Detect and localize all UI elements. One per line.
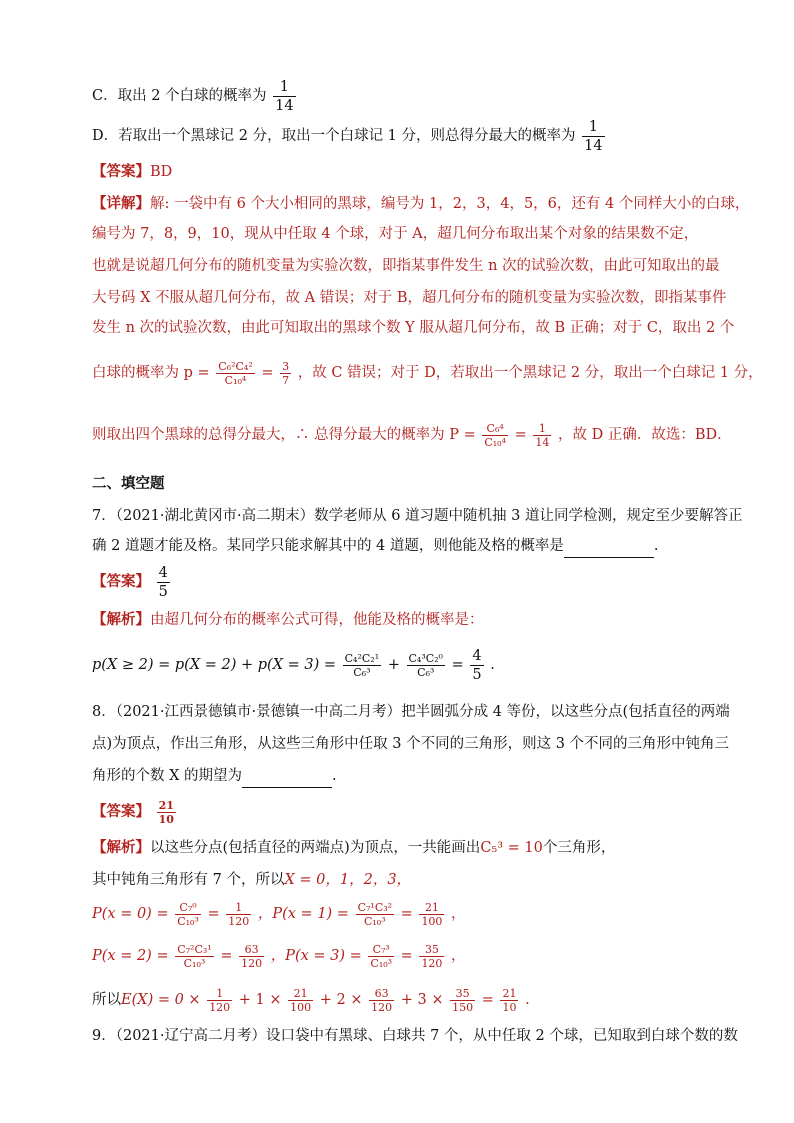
detail-text: 则取出四个黑球的总得分最大，∴ 总得分最大的概率为 P = [92,427,476,443]
formula-fraction [175,943,213,970]
q6-answer [92,160,708,184]
formula-fraction [419,901,444,928]
formula-text: p(X ≥ 2) = p(X = 2) + p(X = 3) = [92,657,337,673]
answer-tag: 【答案】 [92,573,150,590]
q6-detail-line-3: 也就是说超几何分布的随机变量为实验次数，即指某事件发生 n 次的试验次数，由此可知取出的最 [92,258,720,274]
q6-detail-line-7 [92,412,732,458]
analysis-tag: 【解析】 [92,611,150,628]
frac-num: C₇²C₃¹ [177,942,212,956]
formula-fraction [407,652,445,679]
formula-fraction [288,987,313,1014]
answer-blank[interactable] [564,541,654,558]
q8-answer [92,794,708,830]
q8-line-3 [92,764,708,788]
q8-analysis-line-2 [92,868,708,892]
analysis-text: 由超几何分布的概率公式可得，他能及格的概率是： [150,612,484,628]
frac-num: 63 [239,943,264,957]
formula-text: . [490,657,495,673]
frac-num: C₄²C₂¹ [344,651,380,665]
q7-line-1: 7．（2021·湖北黄冈市·高二期末）数学老师从 6 道习题中随机抽 3 道让同学检测，规定至少要解答正 [92,508,743,524]
frac-den: C₆³ [417,665,435,679]
answer-tag: 【答案】 [92,803,150,820]
frac-den: 10 [502,1000,517,1014]
frac-num: C₇⁰ [175,901,201,915]
formula-text: ， [451,906,466,922]
frac-num: 21 [502,986,517,1000]
frac-num: 21 [419,901,444,915]
formula-text: P(x = 2) = [92,948,169,964]
q7-analysis [92,608,708,632]
formula-fraction [419,943,444,970]
frac-num: 35 [450,987,475,1001]
formula-fraction [175,901,201,928]
option-c-text: C．取出 2 个白球的概率为 [92,88,267,104]
equals-sign: = [400,906,413,922]
question-text: 确 2 道题才能及格。某同学只能求解其中的 4 道题，则他能及格的概率是 [92,538,564,554]
answer-fraction [157,564,170,601]
formula-text: + 3 × [400,992,444,1008]
formula-fraction [207,987,232,1014]
q8-line-2: 点)为顶点，作出三角形，从这些三角形中任取 3 个不同的三角形，则这 3 个不同的三角形中钝角三 [92,736,730,752]
frac-num: C₇¹C₃² [357,900,393,914]
frac-den: C₁₀⁴ [224,373,247,387]
q7-line-2 [92,534,708,558]
option-d [92,116,708,156]
frac-den: C₁₀³ [183,956,206,970]
q6-detail-line-1 [92,192,750,216]
formula-text: E(X) = 0 × [121,992,201,1008]
formula-fraction [356,901,394,928]
frac-num: 35 [419,943,444,957]
frac-den: 150 [452,1000,474,1014]
formula-text: ， [451,948,466,964]
question-text: 角形的个数 X 的期望为 [92,768,243,784]
option-d-text: D．若取出一个黑球记 2 分，取出一个白球记 1 分，则总得分最大的概率为 [92,128,576,144]
frac-den: 5 [472,666,482,683]
formula-fraction [226,901,251,928]
frac-den: C₁₀³ [177,914,199,928]
frac-num: 1 [533,422,551,436]
frac-num: C₇³ [368,943,394,957]
q7-formula [92,640,708,690]
equals-sign: = [400,948,413,964]
formula-fraction [369,987,394,1014]
formula-fraction [450,987,475,1014]
option-d-fraction [582,118,604,155]
frac-num: 21 [288,987,313,1001]
frac-num: C₆²C₄² [218,359,253,373]
analysis-text: 个三角形， [542,840,616,856]
formula-fraction [482,422,508,449]
formula-fraction [470,647,483,684]
question-text: . [332,768,337,784]
frac-num: C₆⁴ [482,422,508,436]
option-c [92,76,708,116]
formula-text: C₅³ = 10 [480,840,543,856]
q6-detail-line-2: 编号为 7，8，9，10，现从中任取 4 个球，对于 A，超几何分布取出某个对象的结果数不定， [92,226,699,242]
frac-den: C₆³ [353,665,371,679]
formula-text: ，P(x = 3) = [270,948,362,964]
q8-prob-line-1 [92,896,708,932]
answer-tag: 【答案】 [92,163,150,180]
frac-den: 100 [421,914,443,928]
formula-fraction [368,943,394,970]
formula-fraction [533,422,551,449]
formula-text: . [525,992,530,1008]
q6-detail-line-5: 发生 n 次的试验次数，由此可知取出的黑球个数 Y 服从超几何分布，故 B 正确；对于 C，取出 2 个 [92,320,735,336]
frac-den: 14 [535,435,550,449]
frac-den: 120 [371,1000,393,1014]
answer-fraction [157,799,176,826]
frac-den: 14 [584,137,603,154]
frac-num: 1 [207,987,232,1001]
q8-line-1: 8．（2021·江西景德镇市·景德镇一中高二月考）把半圆弧分成 4 等份，以这些分点(包括直径的两端 [92,704,730,720]
answer-value: BD [150,164,173,180]
frac-num: 4 [472,647,482,664]
formula-text: ，P(x = 1) = [257,906,349,922]
plus-sign: + [387,657,400,673]
equals-sign: = [451,657,464,673]
detail-tag: 【详解】 [92,195,150,212]
frac-num: 63 [369,987,394,1001]
q6-detail-line-6 [92,350,763,396]
q9-line-1: 9．（2021·辽宁高二月考）设口袋中有黑球、白球共 7 个，从中任取 2 个球，已知取到白球个数的数 [92,1028,738,1044]
formula-text: + 2 × [319,992,363,1008]
detail-text: 解: 一袋中有 6 个大小相同的黑球，编号为 1，2，3，4，5，6，还有 4 个同样大小的白球， [150,196,750,212]
q7-answer [92,560,708,604]
frac-den: 14 [275,97,294,114]
answer-blank[interactable] [242,771,332,788]
frac-num: 1 [582,118,604,137]
frac-den: 5 [158,583,168,600]
frac-num: 1 [273,78,295,97]
q6-detail-line-4: 大号码 X 不服从超几何分布，故 A 错误；对于 B，超几何分布的随机变量为实验次数，即指某事件 [92,290,727,306]
formula-text: X = 0，1，2，3， [284,872,412,888]
formula-fraction [500,987,518,1014]
detail-text: ，故 C 错误；对于 D，若取出一个黑球记 2 分，取出一个白球记 1 分， [297,365,763,381]
equals-sign: = [220,948,233,964]
frac-den: 120 [241,956,263,970]
detail-text: ，故 D 正确．故选：BD． [557,427,732,443]
analysis-text: 以这些分点(包括直径的两端点)为顶点，一共能画出 [150,840,481,856]
formula-text: P(x = 0) = [92,906,169,922]
frac-den: C₁₀⁴ [484,435,506,449]
section-title: 二、填空题 [92,475,165,492]
frac-num: 21 [158,798,174,812]
equals-sign: = [481,992,494,1008]
frac-num: C₄³C₂⁰ [408,651,443,665]
formula-fraction [239,943,264,970]
frac-den: 100 [290,1000,312,1014]
formula-fraction [280,360,291,387]
frac-den: 120 [421,956,443,970]
analysis-text: 所以 [92,992,121,1008]
detail-text: 白球的概率为 p = [92,365,210,381]
analysis-text: 其中钝角三角形有 7 个，所以 [92,872,285,888]
frac-den: 10 [158,812,174,826]
frac-num: 1 [226,901,251,915]
q8-prob-line-2 [92,938,708,974]
formula-fraction [343,652,381,679]
question-text: . [653,538,659,554]
equals-sign: = [261,365,274,381]
q8-expectation [92,982,708,1018]
analysis-tag: 【解析】 [92,839,150,856]
frac-num: 4 [158,564,168,581]
equals-sign: = [514,427,527,443]
frac-den: C₁₀³ [363,914,386,928]
frac-den: C₁₀³ [370,956,393,970]
q8-analysis-line-1 [92,836,708,860]
option-c-fraction [273,78,295,115]
frac-num: 3 [282,359,290,373]
formula-text: + 1 × [238,992,282,1008]
equals-sign: = [207,906,220,922]
frac-den: 120 [228,914,250,928]
formula-fraction [216,360,254,387]
frac-den: 7 [282,373,290,387]
frac-den: 120 [209,1000,231,1014]
